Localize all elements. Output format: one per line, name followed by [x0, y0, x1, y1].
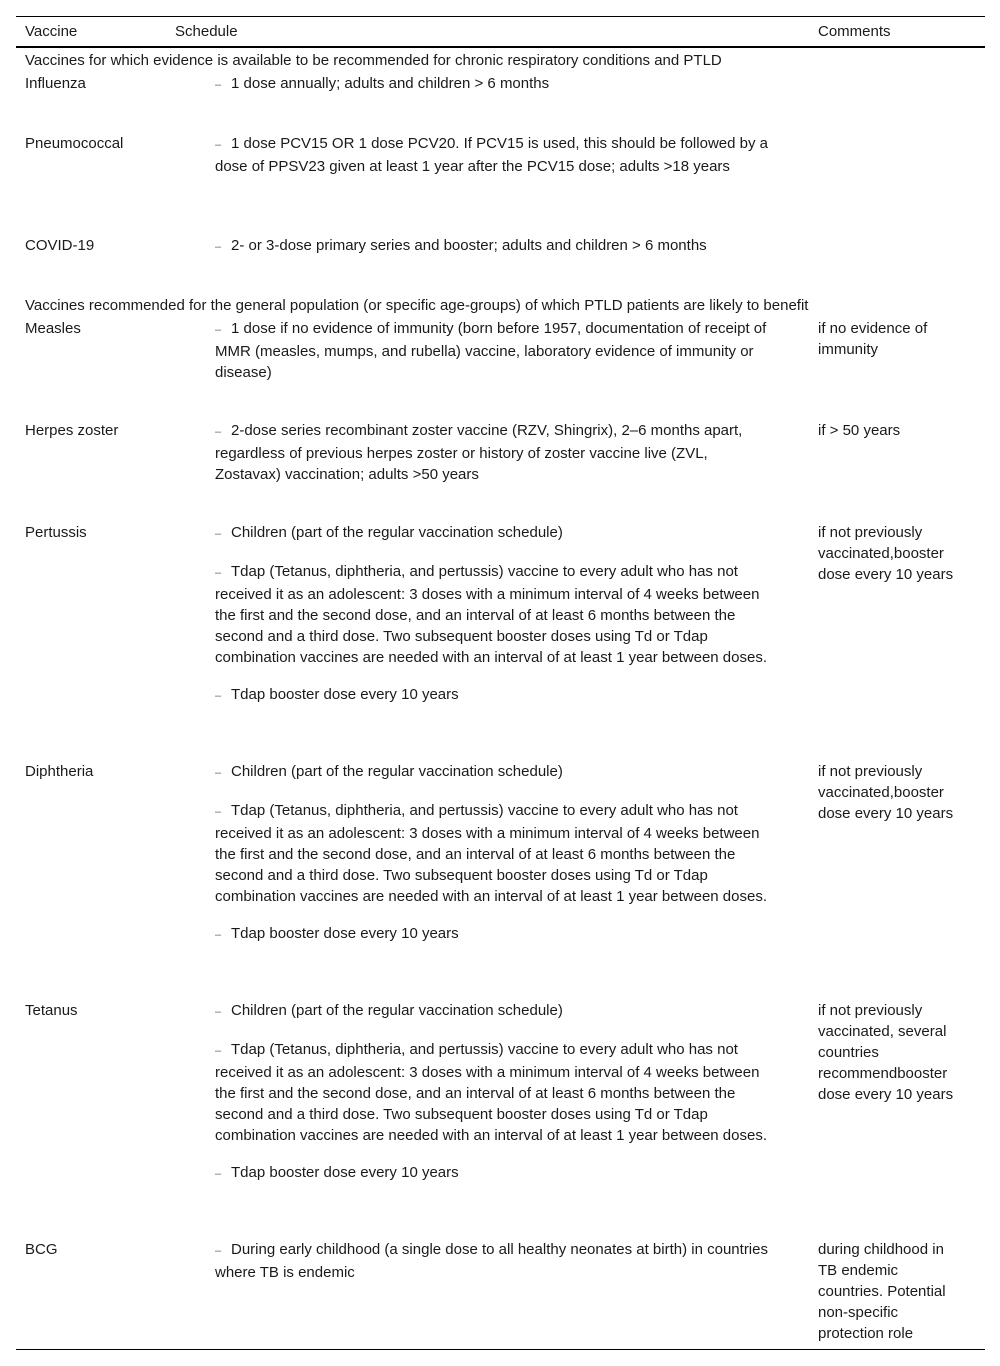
dash-bullet-icon: –: [215, 690, 222, 702]
dash-bullet-icon: –: [215, 426, 222, 438]
comments-cell: during childhood in TB endemic countries. Potential non-specific protection role: [818, 1241, 946, 1342]
schedule-item: [215, 235, 775, 258]
vaccine-name: Diphtheria: [25, 763, 94, 780]
vaccine-name: Herpes zoster: [25, 422, 119, 439]
schedule-text: 1 dose annually; adults and children > 6 months: [231, 75, 550, 92]
schedule-text: Children (part of the regular vaccination schedule): [231, 763, 563, 780]
schedule-item: [215, 522, 775, 545]
column-header-vaccine: Vaccine: [25, 23, 78, 40]
schedule-text: 2-dose series recombinant zoster vaccine (RZV, Shingrix), 2–6 months apart, regardless of previous herpes zoster or history of zoster vaccine live (ZVL, Zostavax) vaccination; adults >50 years: [215, 422, 743, 483]
header-rule: [16, 46, 985, 48]
dash-bullet-icon: –: [215, 767, 222, 779]
schedule-item: [215, 761, 775, 784]
schedule-cell: [215, 73, 775, 112]
schedule-cell: [215, 1000, 775, 1201]
group-header: Vaccines recommended for the general population (or specific age-groups) of which PTLD patients are likely to benefit: [25, 297, 809, 314]
schedule-item: [215, 1162, 775, 1185]
schedule-cell: [215, 133, 775, 193]
dash-bullet-icon: –: [215, 79, 222, 91]
schedule-item: [215, 561, 775, 668]
schedule-text: Tdap (Tetanus, diphtheria, and pertussis) vaccine to every adult who has not received it as an adolescent: 3 doses with a minimum interval of 4 weeks between the first and the second dose, and an interval of at least 6 months between the second and a third dose. Two subsequent booster doses using Td or Tdap combination vaccines are needed with an interval of at least 1 year between doses.: [215, 1041, 767, 1144]
dash-bullet-icon: –: [215, 567, 222, 579]
schedule-item: [215, 1239, 775, 1283]
vaccine-name: Tetanus: [25, 1002, 78, 1019]
comments-cell: if no evidence of immunity: [818, 320, 928, 358]
comments-cell: if not previously vaccinated,booster dose every 10 years: [818, 524, 954, 583]
schedule-item: [215, 800, 775, 907]
schedule-item: [215, 133, 775, 177]
group-header: Vaccines for which evidence is available to be recommended for chronic respiratory conditions and PTLD: [25, 52, 722, 69]
vaccine-name: Measles: [25, 320, 81, 337]
schedule-text: 1 dose PCV15 OR 1 dose PCV20. If PCV15 is used, this should be followed by a dose of PPSV23 given at least 1 year after the PCV15 dose; adults >18 years: [215, 135, 768, 175]
schedule-text: During early childhood (a single dose to all healthy neonates at birth) in countries where TB is endemic: [215, 1241, 768, 1281]
schedule-item: [215, 73, 775, 96]
schedule-cell: [215, 761, 775, 962]
table-bottom-rule: [16, 1349, 985, 1350]
vaccine-name: Pertussis: [25, 524, 87, 541]
schedule-text: Tdap (Tetanus, diphtheria, and pertussis) vaccine to every adult who has not received it as an adolescent: 3 doses with a minimum interval of 4 weeks between the first and the second dose, and an interval of at least 6 months between the second and a third dose. Two subsequent booster doses using Td or Tdap combination vaccines are needed with an interval of at least 1 year between doses.: [215, 802, 767, 905]
schedule-text: Tdap booster dose every 10 years: [231, 1164, 459, 1181]
schedule-cell: [215, 420, 775, 501]
schedule-item: [215, 1039, 775, 1146]
schedule-text: Tdap booster dose every 10 years: [231, 925, 459, 942]
comments-cell: if > 50 years: [818, 422, 901, 439]
schedule-item: [215, 923, 775, 946]
table-top-rule: [16, 16, 985, 17]
schedule-cell: [215, 235, 775, 274]
schedule-text: Tdap (Tetanus, diphtheria, and pertussis) vaccine to every adult who has not received it as an adolescent: 3 doses with a minimum interval of 4 weeks between the first and the second dose, and an interval of at least 6 months between the second and a third dose. Two subsequent booster doses using Td or Tdap combination vaccines are needed with an interval of at least 1 year between doses.: [215, 563, 767, 666]
schedule-cell: [215, 318, 775, 399]
dash-bullet-icon: –: [215, 806, 222, 818]
schedule-cell: [215, 522, 775, 723]
dash-bullet-icon: –: [215, 1045, 222, 1057]
schedule-text: Tdap booster dose every 10 years: [231, 686, 459, 703]
dash-bullet-icon: –: [215, 1006, 222, 1018]
schedule-text: Children (part of the regular vaccination schedule): [231, 524, 563, 541]
vaccine-name: BCG: [25, 1241, 58, 1258]
schedule-cell: [215, 1239, 775, 1299]
dash-bullet-icon: –: [215, 139, 222, 151]
dash-bullet-icon: –: [215, 1245, 222, 1257]
vaccine-name: COVID-19: [25, 237, 95, 254]
comments-cell: if not previously vaccinated,booster dose every 10 years: [818, 763, 954, 822]
schedule-text: 2- or 3-dose primary series and booster; adults and children > 6 months: [231, 237, 707, 254]
vaccine-name: Influenza: [25, 75, 86, 92]
column-header-schedule: Schedule: [175, 23, 238, 40]
dash-bullet-icon: –: [215, 929, 222, 941]
schedule-item: [215, 318, 775, 383]
schedule-item: [215, 1000, 775, 1023]
schedule-text: 1 dose if no evidence of immunity (born before 1957, documentation of receipt of MMR (measles, mumps, and rubella) vaccine, laboratory evidence of immunity or disease): [215, 320, 767, 381]
dash-bullet-icon: –: [215, 324, 222, 336]
schedule-text: Children (part of the regular vaccination schedule): [231, 1002, 563, 1019]
column-header-comments: Comments: [818, 23, 891, 40]
dash-bullet-icon: –: [215, 241, 222, 253]
dash-bullet-icon: –: [215, 1168, 222, 1180]
schedule-item: [215, 420, 775, 485]
comments-cell: if not previously vaccinated, several countries recommendbooster dose every 10 years: [818, 1002, 954, 1103]
vaccine-name: Pneumococcal: [25, 135, 124, 152]
dash-bullet-icon: –: [215, 528, 222, 540]
schedule-item: [215, 684, 775, 707]
